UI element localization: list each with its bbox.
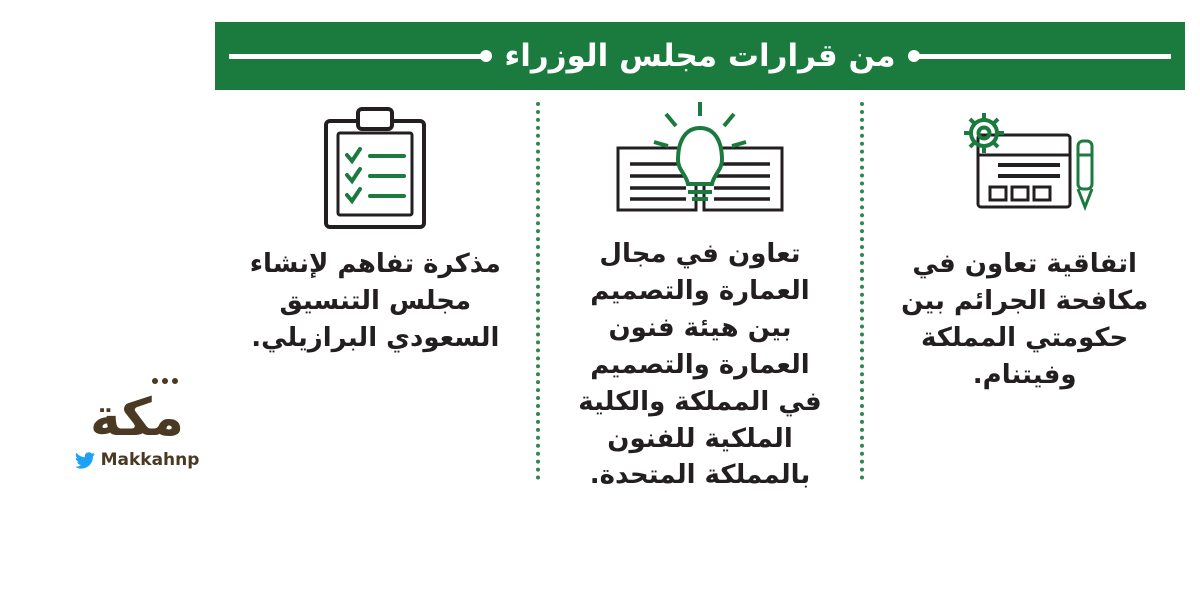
gear-document-icon (950, 98, 1100, 238)
info-column-1 (864, 98, 1185, 488)
twitter-handle (62, 450, 212, 470)
header-rule-left (229, 54, 486, 59)
logo-wordmark (90, 388, 184, 448)
logo-dots-icon (152, 378, 178, 384)
content-columns (215, 98, 1185, 491)
logo-wordmark-text: مكة (90, 388, 184, 448)
twitter-icon (75, 452, 95, 469)
column-divider-1 (860, 102, 864, 480)
info-column-2 (540, 98, 861, 491)
header-rule-right (914, 54, 1171, 59)
header-inner (215, 37, 1185, 74)
info-column-1-text: اتفاقية تعاون في مكافحة الجرائم بين حكومتي المملكة وفيتنام. (901, 249, 1149, 390)
info-column-2-text: تعاون في مجال العمارة والتصميم بين هيئة فنون العمارة والتصميم في المملكة والكلية الملكية للفنون بالمملكة المتحدة. (578, 239, 822, 491)
header-banner (215, 22, 1185, 90)
twitter-handle-text: Makkahnp (100, 450, 200, 470)
column-divider-2 (536, 102, 540, 480)
page-title: من قرارات مجلس الوزراء (504, 37, 896, 74)
clipboard-checklist-icon (300, 98, 450, 238)
info-column-3-text: مذكرة تفاهم لإنشاء مجلس التنسيق السعودي البرازيلي. (249, 249, 501, 353)
brand-logo (62, 388, 212, 470)
lightbulb-book-icon (600, 98, 800, 228)
info-column-3 (215, 98, 536, 488)
